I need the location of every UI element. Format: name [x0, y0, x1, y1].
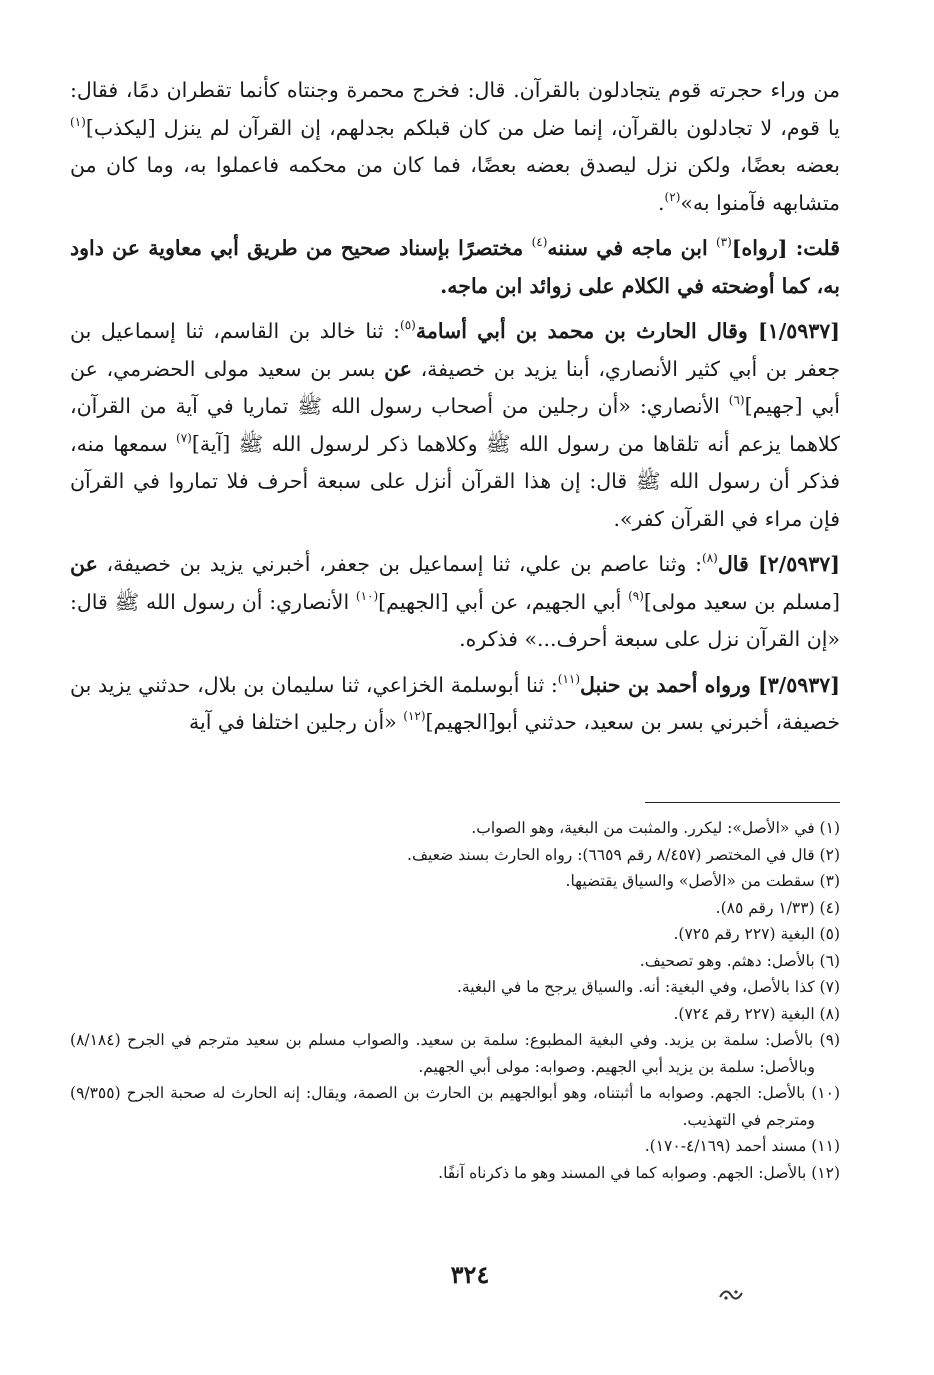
footnote: (٧) كذا بالأصل، وفي البغية: أنه. والسياق يرجح ما في البغية.	[456, 978, 840, 996]
text-run: قلت: [رواه]	[731, 236, 841, 260]
footnote: (١١) مسند أحمد (٤/١٦٩-١٧٠).	[644, 1137, 840, 1155]
footnote-ref: (٤)	[531, 235, 548, 249]
text-run: [مسلم بن سعيد مولى]	[643, 589, 840, 614]
footnote-ref: (١٠)	[355, 588, 379, 603]
text-run: .	[658, 190, 665, 215]
footnote: (٦) بالأصل: دهثم. وهو تصحيف.	[639, 951, 840, 970]
text-run: «أن رجلين اختلفا في آية	[189, 710, 404, 734]
footnote: (٤) (١/٣٣ رقم ٨٥).	[715, 898, 840, 917]
footnote-ref: (١)	[70, 114, 86, 129]
text-run: عن	[384, 356, 412, 381]
flourish-ornament-icon	[718, 1288, 744, 1302]
footnote: (١٢) بالأصل: الجهم. وصوابه كما في المسند وهو ما ذكرناه آنفًا.	[438, 1163, 840, 1182]
paragraph	[70, 230, 840, 305]
text-run: من وراء حجرته قوم يتجادلون بالقرآن. قال: فخرج محمرة وجنتاه كأنما تقطران دمًا، فقال: يا قوم، لا تجادلون بالقرآن، إنما ضل من كان قبلكم بجدلهم، إن القرآن لم ينزل [ليكذب]	[70, 78, 840, 140]
footnote: (٥) البغية (٢٢٧ رقم ٧٢٥).	[673, 925, 840, 943]
text-run: [٢/٥٩٣٧] قال	[717, 552, 840, 576]
footnote: (٨) البغية (٢٢٧ رقم ٧٢٤).	[673, 1004, 840, 1023]
footnote: (٣) سقطت من «الأصل» والسياق يقتضيها.	[565, 872, 840, 890]
text-run: ابن ماجه في سننه	[547, 236, 716, 260]
text-run: بسر بن سعيد مولى الحضرمي، عن أبي [جهيم]	[70, 356, 840, 418]
text-run: الأنصاري: «أن رجلين من أصحاب رسول الله ﷺ تماريا في آية من القرآن، كلاهما يزعم أنه تلقاها من رسول الله ﷺ وكلاهما ذكر لرسول الله ﷺ [آية]	[70, 394, 841, 456]
footnote: (٩) بالأصل: سلمة بن يزيد. وفي البغية المطبوع: سلمة بن سعيد. والصواب مسلم بن سعيد مترجم في الجرح (٨/١٨٤) وبالأصل: سلمة بن يزيد أبي الجهيم. وصوابه: مولى أبي الجهيم.	[70, 1031, 840, 1076]
text-run: عن	[70, 552, 98, 576]
text-run: بعضه بعضًا، ولكن نزل ليصدق بعضه بعضًا، فما كان من محكمه فاعملوا به، وما كان من متشابهه فآمنوا به»	[70, 153, 840, 215]
text-run: [١/٥٩٣٧] وقال الحارث بن محمد بن أبي أسامة	[415, 319, 840, 343]
paragraph	[70, 667, 840, 742]
footnote-ref: (٨)	[702, 551, 718, 565]
paragraph	[70, 313, 840, 538]
text-run: أبي الجهيم، عن أبي [الجهيم]	[378, 589, 629, 614]
text-run: : وثنا عاصم بن علي، ثنا إسماعيل بن جعفر، أخبرني يزيد بن خصيفة،	[97, 552, 703, 576]
footnote-ref: (٢)	[664, 189, 681, 204]
footnote-ref: (١٢)	[403, 709, 426, 723]
footnote: (١) في «الأصل»: ليكرر. والمثبت من البغية، وهو الصواب.	[471, 819, 840, 837]
footnote-ref: (١١)	[557, 671, 581, 686]
footnotes	[70, 815, 840, 1186]
text-run: سمعها منه، فذكر أن رسول الله ﷺ قال: إن هذا القرآن أنزل على سبعة أحرف فلا تماروا في القرآن فإن مراء في القرآن كفر».	[70, 431, 840, 531]
paragraph	[70, 546, 840, 659]
paragraph	[70, 72, 840, 222]
main-text	[70, 72, 840, 742]
footnote-ref: (٥)	[400, 318, 416, 332]
footnote-separator	[645, 802, 840, 803]
text-run: : ثنا أبوسلمة الخزاعي، ثنا سليمان بن بلال، حدثني يزيد بن خصيفة، أخبرني بسر بن سعيد، حدثني أبو[الجهيم]	[70, 672, 840, 734]
footnote-ref: (٩)	[628, 588, 644, 603]
text-run: الأنصاري: أن رسول الله ﷺ قال: «إن القرآن نزل على سبعة أحرف...» فذكره.	[70, 589, 840, 651]
footnote: (١٠) بالأصل: الجهم. وصوابه ما أثبتناه، وهو أبوالجهيم بن الحارث بن الصمة، ويقال: إنه الحارث له صحبة الجرح (٩/٣٥٥) ومترجم في التهذيب.	[70, 1084, 840, 1129]
text-run: [٣/٥٩٣٧] ورواه أحمد بن حنبل	[580, 672, 840, 697]
page-number: ٣٢٤	[450, 1260, 490, 1289]
footnote-ref: (٣)	[715, 235, 732, 249]
footnote-ref: (٧)	[176, 430, 192, 445]
footnote-ref: (٦)	[728, 393, 745, 407]
text-run: : ثنا خالد بن القاسم، ثنا إسماعيل بن جعفر بن أبي كثير الأنصاري، أبنا يزيد بن خصيفة،	[70, 319, 840, 381]
footnote: (٢) قال في المختصر (٨/٤٥٧ رقم ٦٦٥٩): رواه الحارث بسند ضعيف.	[407, 845, 840, 864]
text-run: مختصرًا بإسناد صحيح من طريق أبي معاوية عن داود به، كما أوضحته في الكلام على زوائد ابن ماجه.	[70, 236, 840, 298]
